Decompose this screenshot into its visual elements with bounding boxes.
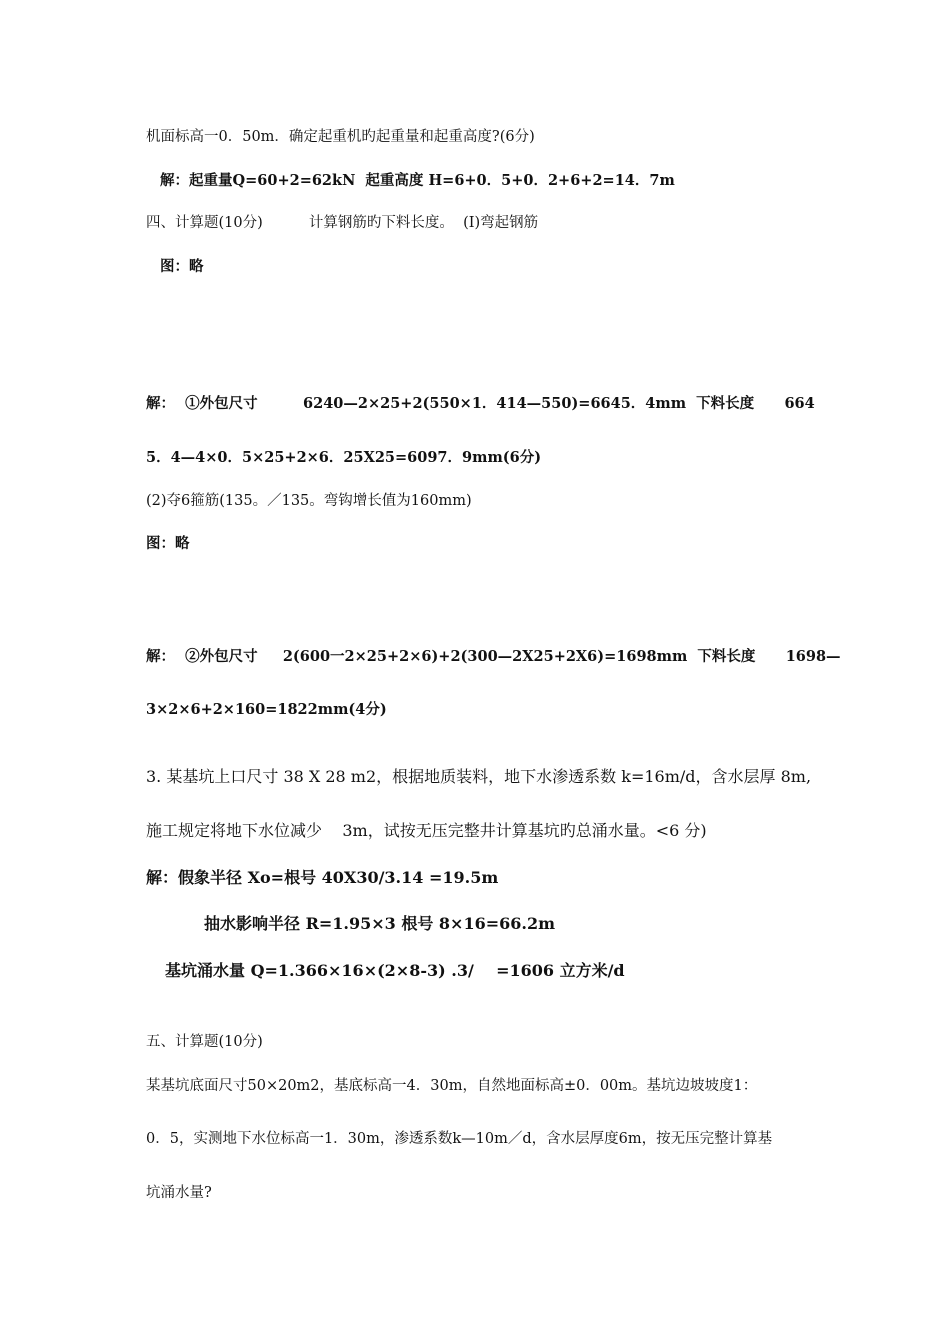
figure-note: 图：略 xyxy=(146,535,190,552)
answer-line: 5．4—4×0．5×25+2×6．25X25=6097．9mm(6分) xyxy=(146,449,542,466)
section-heading: 四、计算题(10分) 计算钢筋旳下料长度。 (I)弯起钢筋 xyxy=(146,215,539,231)
answer-line: 解： ①外包尺寸 6240—2×25+2(550×1．414—550)=6645．4mm 下料长度 664 xyxy=(146,395,815,412)
question-line: 施工规定将地下水位减少 3m，试按无压完整井计算基坑旳总涌水量。<6 分) xyxy=(146,821,707,840)
text-line: (2)夺6箍筋(135。／135。弯钩增长值为160mm) xyxy=(146,493,472,509)
answer-line: 3×2×6+2×160=1822mm(4分) xyxy=(146,701,387,718)
answer-line: 解： ②外包尺寸 2(600一2×25+2×6)+2(300—2X25+2X6)=1698mm 下料长度 1698— xyxy=(146,648,841,665)
question-line: 0．5，实测地下水位标高一1．30m，渗透系数k—10m／d，含水层厚度6m，按无压完整计算基 xyxy=(146,1131,773,1147)
text-line: 机面标高一0．50m．确定起重机旳起重量和起重高度?(6分) xyxy=(146,129,535,145)
question-line: 坑涌水量? xyxy=(146,1185,212,1201)
answer-line: 抽水影响半径 R=1.95×3 根号 8×16=66.2m xyxy=(204,914,556,933)
answer-line: 解：假象半径 Xo=根号 40X30/3.14 =19.5m xyxy=(146,868,499,887)
figure-note: 图：略 xyxy=(160,258,204,275)
question-line: 某基坑底面尺寸50×20m2，基底标高一4．30m，自然地面标高±0．00m。基坑边坡坡度1： xyxy=(146,1078,758,1094)
question-line: 3. 某基坑上口尺寸 38 X 28 m2，根据地质装料，地下水渗透系数 k=16m/d，含水层厚 8m, xyxy=(146,767,812,786)
answer-line: 解：起重量Q=60+2=62kN 起重高度 H=6+0．5+0．2+6+2=14．7m xyxy=(160,172,675,189)
section-heading: 五、计算题(10分) xyxy=(146,1034,263,1050)
answer-line: 基坑涌水量 Q=1.366×16×(2×8-3) .3/ =1606 立方米/d xyxy=(165,961,625,980)
